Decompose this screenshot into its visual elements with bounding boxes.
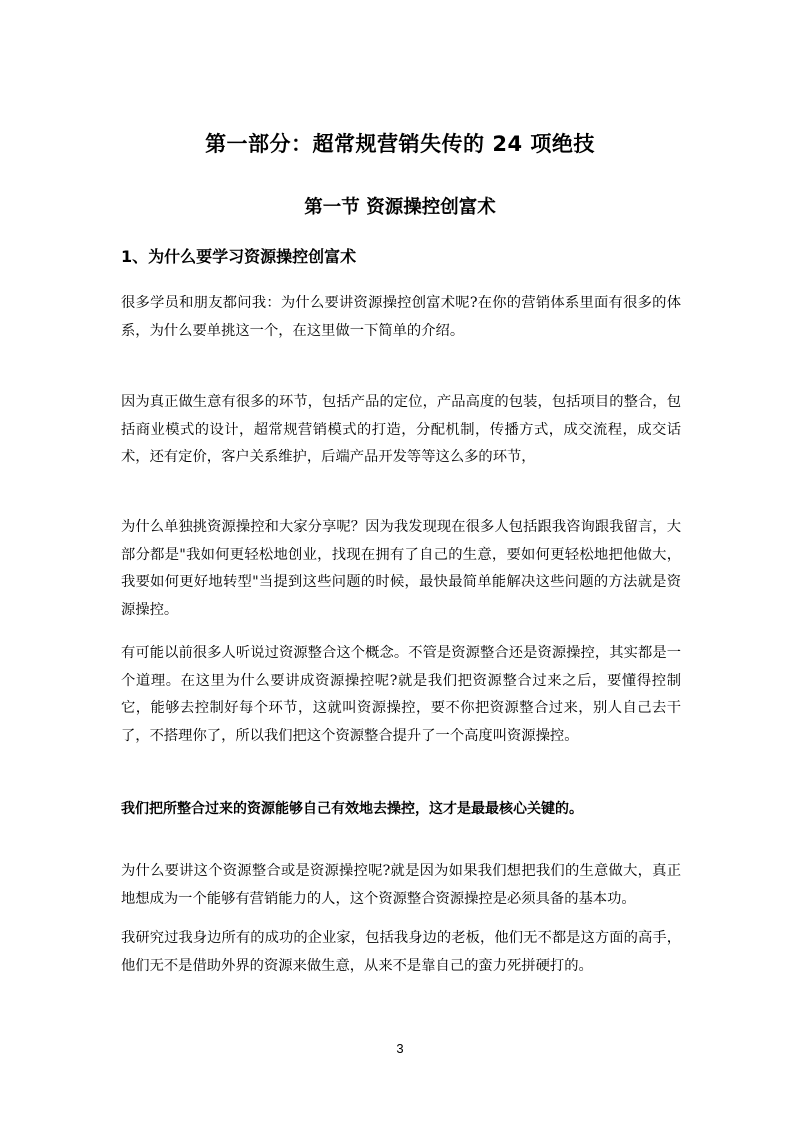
paragraph-integration-concept: 有可能以前很多人听说过资源整合这个概念。不管是资源整合还是资源操控，其实都是一个道理。在这里为什么要讲成资源操控呢?就是我们把资源整合过来之后，要懂得控制它，能够去控制好每个环节，这就叫资源操控，要不你把资源整合过来，别人自己去干了，不搭理你了，所以我们把这个资源整合提升了一个高度叫资源操控。 bbox=[121, 645, 681, 744]
page-number: 3 bbox=[396, 1041, 404, 1056]
paragraph-basic-skill: 为什么要讲这个资源整合或是资源操控呢?就是因为如果我们想把我们的生意做大，真正地想成为一个能够有营销能力的人，这个资源整合资源操控是必须具备的基本功。 bbox=[121, 863, 681, 907]
part-title: 第一部分：超常规营销失传的 24 项绝技 bbox=[205, 132, 595, 156]
paragraph-entrepreneurs: 我研究过我身边所有的成功的企业家，包括我身边的老板，他们无不都是这方面的高手，他们无不是借助外界的资源来做生意，从来不是靠自己的蛮力死拼硬打的。 bbox=[121, 930, 681, 974]
subsection-title: 1、为什么要学习资源操控创富术 bbox=[121, 247, 357, 266]
paragraph-key-point: 我们把所整合过来的资源能够自己有效地去操控，这才是最最核心关键的。 bbox=[121, 801, 583, 817]
section-title: 第一节 资源操控创富术 bbox=[304, 197, 496, 218]
paragraph-business-links: 因为真正做生意有很多的环节，包括产品的定位，产品高度的包装，包括项目的整合，包括商业模式的设计，超常规营销模式的打造，分配机制，传播方式，成交流程，成交话术，还有定价，客户关系维护，后端产品开发等等这么多的环节， bbox=[121, 394, 681, 465]
paragraph-intro-question: 很多学员和朋友都问我：为什么要讲资源操控创富术呢?在你的营销体系里面有很多的体系，为什么要单挑这一个，在这里做一下简单的介绍。 bbox=[121, 295, 681, 339]
paragraph-why-resource-control: 为什么单独挑资源操控和大家分享呢？因为我发现现在很多人包括跟我咨询跟我留言，大部分都是"我如何更轻松地创业，找现在拥有了自己的生意，要如何更轻松地把他做大，我要如何更好地转型"当提到这些问题的时候，最快最简单能解决这些问题的方法就是资源操控。 bbox=[121, 519, 681, 618]
